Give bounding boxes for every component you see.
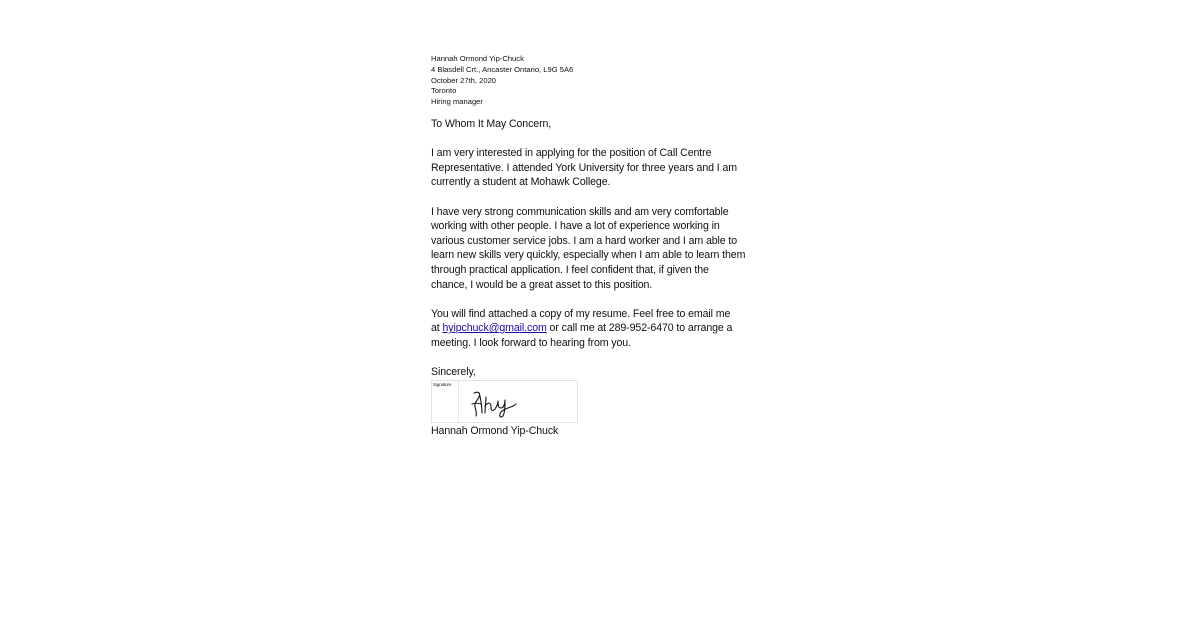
- city: Toronto: [431, 86, 457, 96]
- paragraph-line: through practical application. I feel confident that, if given the: [431, 263, 709, 276]
- sender-name: Hannah Ormond Yip-Chuck: [431, 54, 524, 63]
- paragraph-line: chance, I would be a great asset to this position.: [431, 278, 653, 291]
- signer-name: Hannah Ormond Yip-Chuck: [431, 424, 559, 437]
- sender-address: 4 Blasdell Crt., Ancaster Ontario, L9G 5A6: [431, 64, 574, 74]
- paragraph-interest: [431, 146, 776, 190]
- paragraph-line: currently a student at Mohawk College.: [431, 176, 611, 189]
- signature-divider: [458, 381, 459, 422]
- cover-letter: [431, 54, 776, 438]
- closing: Sincerely,: [431, 366, 476, 379]
- paragraph-line: learn new skills very quickly, especially when I am able to learn them: [431, 249, 746, 262]
- paragraph-line-with-email: [431, 321, 776, 336]
- sender-info: [431, 54, 776, 108]
- handwritten-signature: [468, 387, 524, 419]
- paragraph-line: various customer service jobs. I am a hard worker and I am able to: [431, 234, 738, 247]
- signature-label: Signature: [433, 381, 452, 387]
- paragraph-line: meeting. I look forward to hearing from you.: [431, 336, 631, 349]
- paragraph-skills: [431, 205, 776, 293]
- signature-box: [431, 380, 578, 423]
- line-suffix: or call me at 289-952-6470 to arrange a: [546, 322, 733, 335]
- paragraph-line: You will find attached a copy of my resume. Feel free to email me: [431, 307, 731, 320]
- paragraph-line: Representative. I attended York University for three years and I am: [431, 161, 737, 174]
- email-link[interactable]: hyipchuck@gmail.com: [442, 322, 547, 335]
- line-prefix: at: [431, 322, 443, 335]
- paragraph-contact: [431, 307, 776, 351]
- paragraph-line: working with other people. I have a lot of experience working in: [431, 220, 720, 233]
- letter-body: [431, 117, 776, 438]
- letter-date: October 27th, 2020: [431, 75, 497, 85]
- salutation: To Whom It May Concern,: [431, 117, 552, 130]
- paragraph-line: I have very strong communication skills and am very comfortable: [431, 205, 729, 218]
- paragraph-line: I am very interested in applying for the position of Call Centre: [431, 147, 712, 160]
- recipient: Hiring manager: [431, 97, 483, 107]
